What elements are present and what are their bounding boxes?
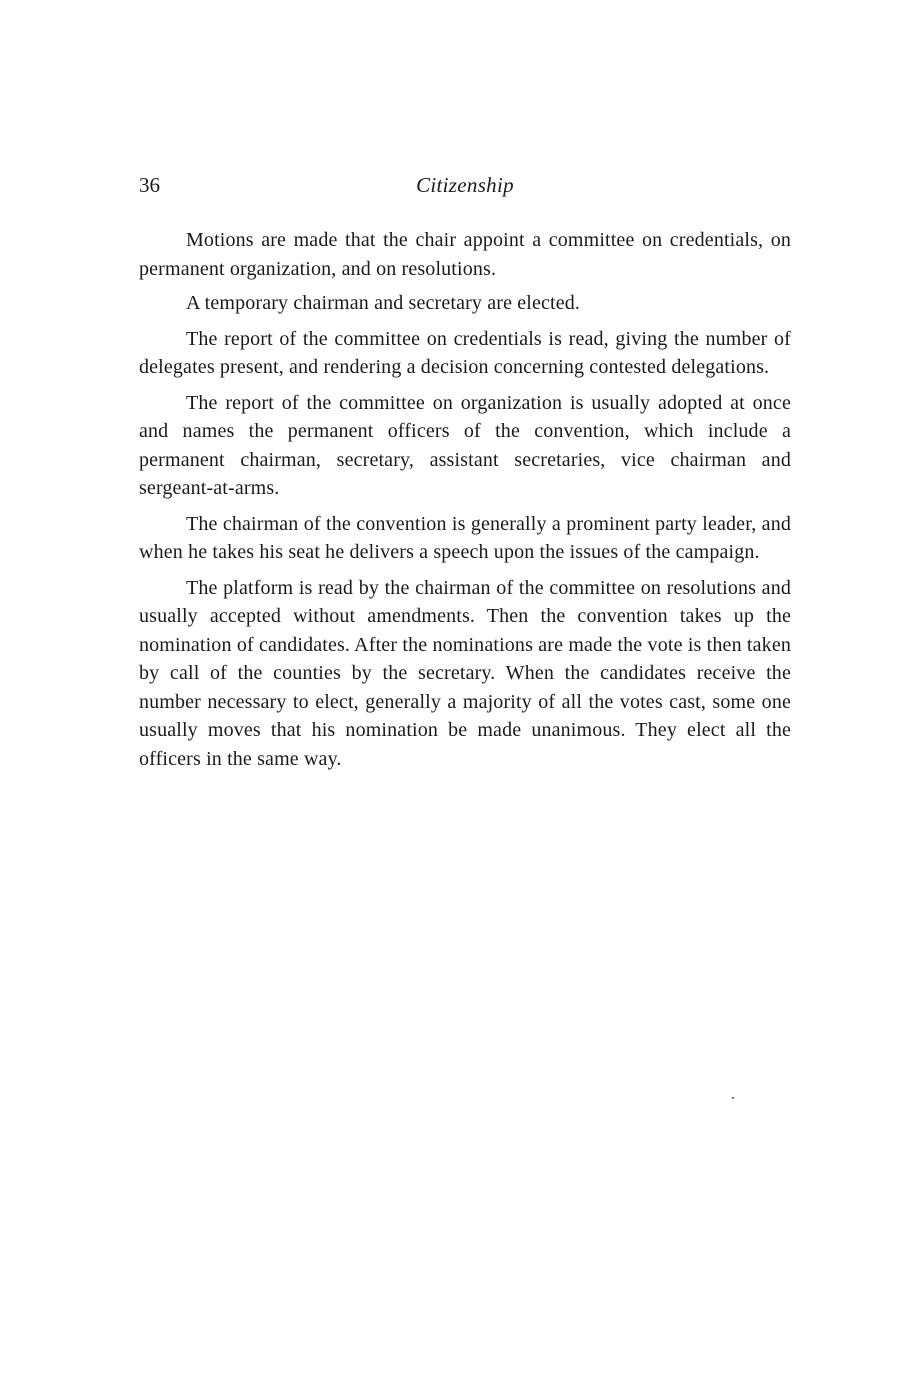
running-title: Citizenship — [416, 173, 514, 197]
page-number: 36 — [139, 173, 160, 197]
paragraph-temporary-chairman: A temporary chairman and secretary are elected. — [186, 292, 581, 314]
paragraph-credentials-report: The report of the committee on credentials is read, giving the number of delegates present, and rendering a decision concerning contested delegations. — [139, 327, 791, 378]
paragraph-platform-nominations: The platform is read by the chairman of the committee on resolutions and usually accepted without amendments. Then the convention takes up the nomination of candidates. After the nominations are made the vote is then taken by call of the counties by the secretary. When the candidates receive the number necessary to elect, generally a majority of all the votes cast, some one usually moves that his nomination be made unanimous. They elect all the officers in the same way. — [139, 576, 791, 770]
body-text — [139, 226, 791, 780]
paragraph-committee-motions: Motions are made that the chair appoint a committee on credentials, on permanent organization, and on resolutions. — [139, 229, 791, 280]
ink-speck — [732, 1097, 734, 1099]
paragraph-convention-chairman: The chairman of the convention is generally a prominent party leader, and when he takes his seat he delivers a speech upon the issues of the campaign. — [139, 512, 791, 563]
running-head — [139, 170, 791, 200]
paragraph-organization-report: The report of the committee on organization is usually adopted at once and names the permanent officers of the convention, which include a permanent chairman, secretary, assistant secretaries, vice chairman and sergeant-at-arms. — [139, 391, 791, 499]
